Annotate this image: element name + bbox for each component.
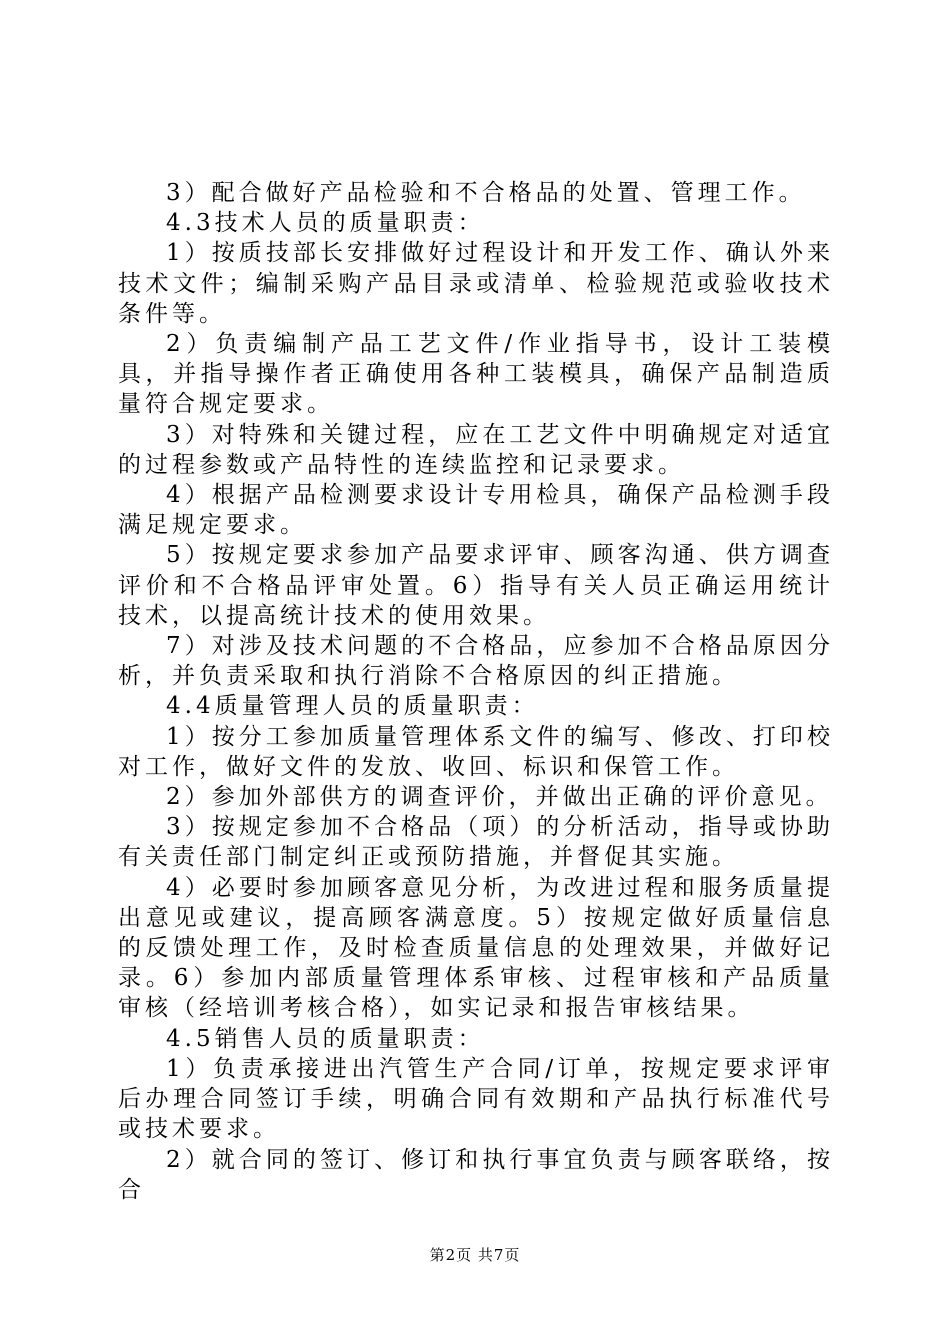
paragraph: 2）参加外部供方的调查评价，并做出正确的评价意见。 <box>166 784 833 811</box>
paragraph: 7）对涉及技术问题的不合格品，应参加不合格品原因分析，并负责采取和执行消除不合格原因的纠正措施。 <box>118 633 834 690</box>
section-heading: 4.5销售人员的质量职责： <box>166 1025 485 1052</box>
page-footer: 第2页 共7页 <box>429 1246 521 1264</box>
section-heading: 4.3技术人员的质量职责： <box>166 210 485 237</box>
paragraph: 1）按分工参加质量管理体系文件的编写、修改、打印校对工作，做好文件的发放、收回、标识和保管工作。 <box>118 723 834 780</box>
paragraph: 4）根据产品检测要求设计专用检具，确保产品检测手段满足规定要求。 <box>118 482 834 539</box>
paragraph: 1）按质技部长安排做好过程设计和开发工作、确认外来技术文件；编制采购产品目录或清单、检验规范或验收技术条件等。 <box>118 240 834 327</box>
paragraph: 3）按规定参加不合格品（项）的分析活动，指导或协助有关责任部门制定纠正或预防措施，并督促其实施。 <box>118 814 834 871</box>
paragraph: 3）配合做好产品检验和不合格品的处置、管理工作。 <box>166 180 806 206</box>
paragraph: 1）负责承接进出汽管生产合同/订单，按规定要求评审后办理合同签订手续，明确合同有效期和产品执行标准代号或技术要求。 <box>118 1055 834 1143</box>
paragraph: 4）必要时参加顾客意见分析，为改进过程和服务质量提出意见或建议，提高顾客满意度。5）按规定做好质量信息的反馈处理工作，及时检查质量信息的处理效果，并做好记录。6）参加内部质量管理体系审核、过程审核和产品质量审核（经培训考核合格），如实记录和报告审核结果。 <box>118 874 834 1022</box>
paragraph: 2）就合同的签订、修订和执行事宜负责与顾客联络，按合 <box>118 1146 834 1203</box>
paragraph: 2）负责编制产品工艺文件/作业指导书，设计工装模具，并指导操作者正确使用各种工装模具，确保产品制造质量符合规定要求。 <box>118 331 834 418</box>
paragraph: 5）按规定要求参加产品要求评审、顾客沟通、供方调查评价和不合格品评审处置。6）指导有关人员正确运用统计技术，以提高统计技术的使用效果。 <box>118 542 834 629</box>
paragraph: 3）对特殊和关键过程，应在工艺文件中明确规定对适宜的过程参数或产品特性的连续监控和记录要求。 <box>118 421 834 478</box>
document-body <box>118 178 834 1205</box>
section-heading: 4.4质量管理人员的质量职责： <box>166 693 539 720</box>
